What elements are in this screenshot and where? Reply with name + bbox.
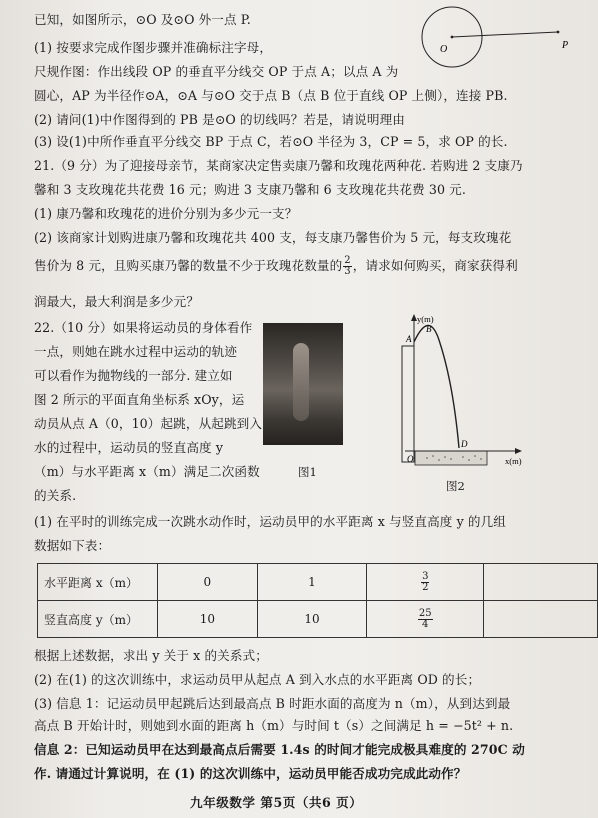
label-b: B: [426, 324, 432, 334]
text-line: 图 2 所示的平面直角坐标系 xOy，运: [34, 392, 245, 407]
segment-op: [452, 32, 558, 37]
text-line: 可以看作为抛物线的一部分. 建立如: [34, 368, 233, 383]
text-line: 馨和 3 支玫瑰花共花费 16 元；购进 3 支康乃馨和 6 支玫瑰花共花费 30 元.: [34, 182, 466, 197]
text-line: 一点，则她在跳水过程中运动的轨迹: [34, 344, 238, 359]
row-header: 竖直高度 y（m）: [38, 601, 158, 638]
text-line: (2) 请问(1)中作图得到的 PB 是⊙O 的切线吗？若是，请说明理由: [34, 112, 405, 127]
fraction-numerator: 2: [344, 255, 351, 266]
row-header: 水平距离 x（m）: [38, 564, 158, 601]
table-cell: 1: [257, 564, 366, 601]
fraction-denominator: 4: [422, 618, 429, 630]
trajectory-diagram: [377, 312, 527, 482]
text-line: 圆心，AP 为半径作⊙A，⊙A 与⊙O 交于点 B（点 B 位于直线 OP 上侧），连接 PB.: [34, 88, 508, 103]
text-line-with-fraction: [34, 256, 518, 277]
table-cell-empty: [484, 601, 598, 638]
text-line: (1) 按要求完成作图步骤并准确标注字母，: [34, 40, 273, 55]
fraction: [418, 609, 433, 630]
table-cell: [367, 564, 484, 601]
text-line: (2) 该商家计划购进康乃馨和玫瑰花共 400 支，每支康乃馨售价为 5 元，每支玫瑰花: [34, 230, 512, 245]
trajectory-curve: [414, 325, 459, 448]
figure-1-caption: 图1: [298, 465, 317, 479]
figure-2-caption: 图2: [446, 479, 465, 493]
label-a: A: [406, 334, 412, 344]
diver-silhouette: [293, 343, 309, 421]
fraction-denominator: 2: [422, 581, 429, 593]
table-cell: 10: [257, 601, 366, 638]
text-segment: 售价为 8 元，且购买康乃馨的数量不少于玫瑰花数量的: [34, 258, 343, 273]
circle-o-figure: [410, 4, 580, 70]
page-footer: 九年级数学 第5页（共6 页）: [190, 795, 363, 810]
text-line: (3) 设(1)中所作垂直平分线交 BP 于点 C，若⊙O 半径为 3，CP = 5，求 OP 的长.: [34, 134, 508, 149]
fraction-numerator: 3: [422, 570, 429, 582]
x-axis-arrow: [515, 448, 522, 454]
x-axis-label: x(m): [505, 456, 522, 466]
text-line: 已知，如图所示，⊙O 及⊙O 外一点 P.: [34, 12, 251, 27]
table-row: [38, 601, 598, 638]
text-line: 动员从点 A（0，10）起跳，从起跳到入: [34, 416, 263, 431]
text-line: (2) 在(1) 的这次训练中，求运动员甲从起点 A 到入水点的水平距离 OD 的长；: [34, 672, 481, 687]
text-line: (1) 在平时的训练完成一次跳水动作时，运动员甲的水平距离 x 与竖直高度 y 的几组: [34, 514, 506, 529]
text-line: （m）与水平距离 x（m）满足二次函数: [34, 464, 260, 479]
text-line: 数据如下表：: [34, 538, 111, 553]
text-line: 水的过程中，运动员的竖直高度 y: [34, 440, 224, 455]
text-line: (3) 信息 1：记运动员甲起跳后达到最高点 B 时距水面的高度为 n（m），从到达到最: [34, 696, 511, 711]
text-line: 22.（10 分）如果将运动员的身体看作: [34, 320, 253, 335]
point-p: [557, 31, 560, 34]
text-line: (1) 康乃馨和玫瑰花的进价分别为多少元一支？: [34, 206, 298, 221]
fraction: [421, 572, 429, 593]
data-table: [37, 563, 598, 638]
text-line: 21.（9 分）为了迎接母亲节，某商家决定售卖康乃馨和玫瑰花两种花. 若购进 2 支康乃: [34, 158, 523, 173]
text-line: 高点 B 开始计时，则她到水面的距离 h（m）与时间 t（s）之间满足 h = −5t² + n.: [34, 718, 514, 733]
text-line: 润最大，最大利润是多少元？: [34, 294, 200, 309]
y-axis-label: y(m): [417, 314, 434, 324]
text-line: 的关系.: [34, 488, 77, 503]
text-line: 根据上述数据，求出 y 关于 x 的关系式；: [34, 648, 268, 663]
table-cell: 0: [157, 564, 257, 601]
table-cell: 10: [157, 601, 257, 638]
text-line: 作. 请通过计算说明，在 (1) 的这次训练中，运动员甲能否成功完成此动作？: [34, 766, 467, 781]
label-o: O: [440, 44, 448, 55]
diving-platform: [402, 346, 414, 462]
text-segment: ，请求如何购买，商家获得利: [352, 258, 518, 273]
fraction-numerator: 25: [418, 607, 432, 619]
fraction: [343, 256, 351, 277]
label-d: D: [461, 439, 468, 449]
point-o: [451, 36, 454, 39]
text-line: 尺规作图：作出线段 OP 的垂直平分线交 OP 于点 A；以点 A 为: [34, 64, 399, 79]
diver-photo: [263, 323, 343, 445]
water-pool: [415, 451, 487, 465]
table-cell-empty: [484, 564, 598, 601]
label-p: P: [562, 40, 569, 51]
table-cell: [367, 601, 484, 638]
fraction-denominator: 3: [344, 266, 351, 277]
text-line: 信息 2：已知运动员甲在达到最高点后需要 1.4s 的时间才能完成极具难度的 270C 动: [34, 742, 525, 757]
table-row: [38, 564, 598, 601]
label-o: O: [407, 454, 414, 464]
